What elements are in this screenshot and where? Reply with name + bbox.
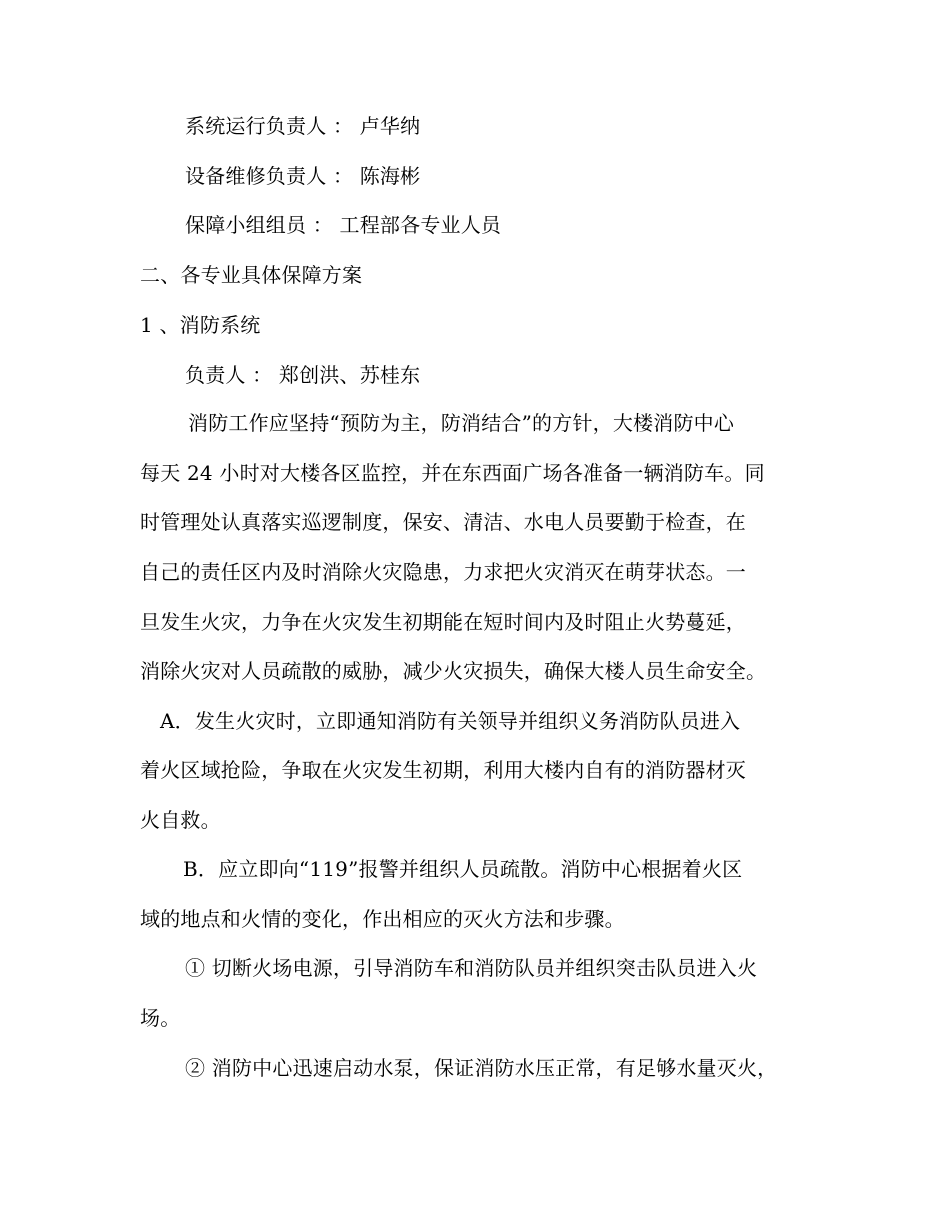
subsection-owner: 负责人 ： 郑创洪、苏桂东: [185, 363, 421, 387]
item-a-line-1: A．发生火灾时，立即通知消防有关领导并组织义务消防队员进入: [160, 709, 741, 733]
item-b-line-1: B．应立即向“119”报警并组织人员疏散。消防中心根据着火区: [183, 857, 743, 881]
step-1-line-1: ① 切断火场电源，引导消防车和消防队员并组织突击队员进入火: [185, 956, 758, 980]
staff-line-support-team: 保障小组组员 ： 工程部各专业人员: [185, 213, 502, 237]
staff-line-equipment-maintenance: 设备维修负责人 ： 陈海彬: [185, 164, 421, 188]
item-a-line-2: 着火区域抢险，争取在火灾发生初期，利用大楼内自有的消防器材灭: [140, 758, 746, 782]
step-2-line-1: ② 消防中心迅速启动水泵，保证消防水压正常，有足够水量灭火，: [185, 1056, 778, 1080]
section-heading: 二、各专业具体保障方案: [140, 263, 363, 287]
item-a-line-3: 火自救。: [140, 808, 221, 832]
staff-line-system-operation: 系统运行负责人 ： 卢华纳: [185, 114, 421, 138]
intro-line-4: 自己的责任区内及时消除火灾隐患，力求把火灾消灭在萌芽状态。一: [140, 560, 746, 584]
intro-line-6: 消除火灾对人员疏散的威胁，减少火灾损失，确保大楼人员生命安全。: [140, 659, 767, 683]
item-b-line-2: 域的地点和火情的变化，作出相应的灭火方法和步骤。: [140, 907, 625, 931]
intro-line-1: 消防工作应坚持“预防为主，防消结合”的方针，大楼消防中心: [188, 411, 735, 435]
step-1-line-2: 场。: [140, 1006, 181, 1030]
intro-line-2: 每天 24 小时对大楼各区监控，并在东西面广场各准备一辆消防车。同: [140, 461, 765, 485]
intro-line-5: 旦发生火灾，力争在火灾发生初期能在短时间内及时阻止火势蔓延，: [140, 610, 746, 634]
subsection-heading: 1 、消防系统: [140, 313, 261, 337]
intro-line-3: 时管理处认真落实巡逻制度，保安、清洁、水电人员要勤于检查，在: [140, 510, 746, 534]
